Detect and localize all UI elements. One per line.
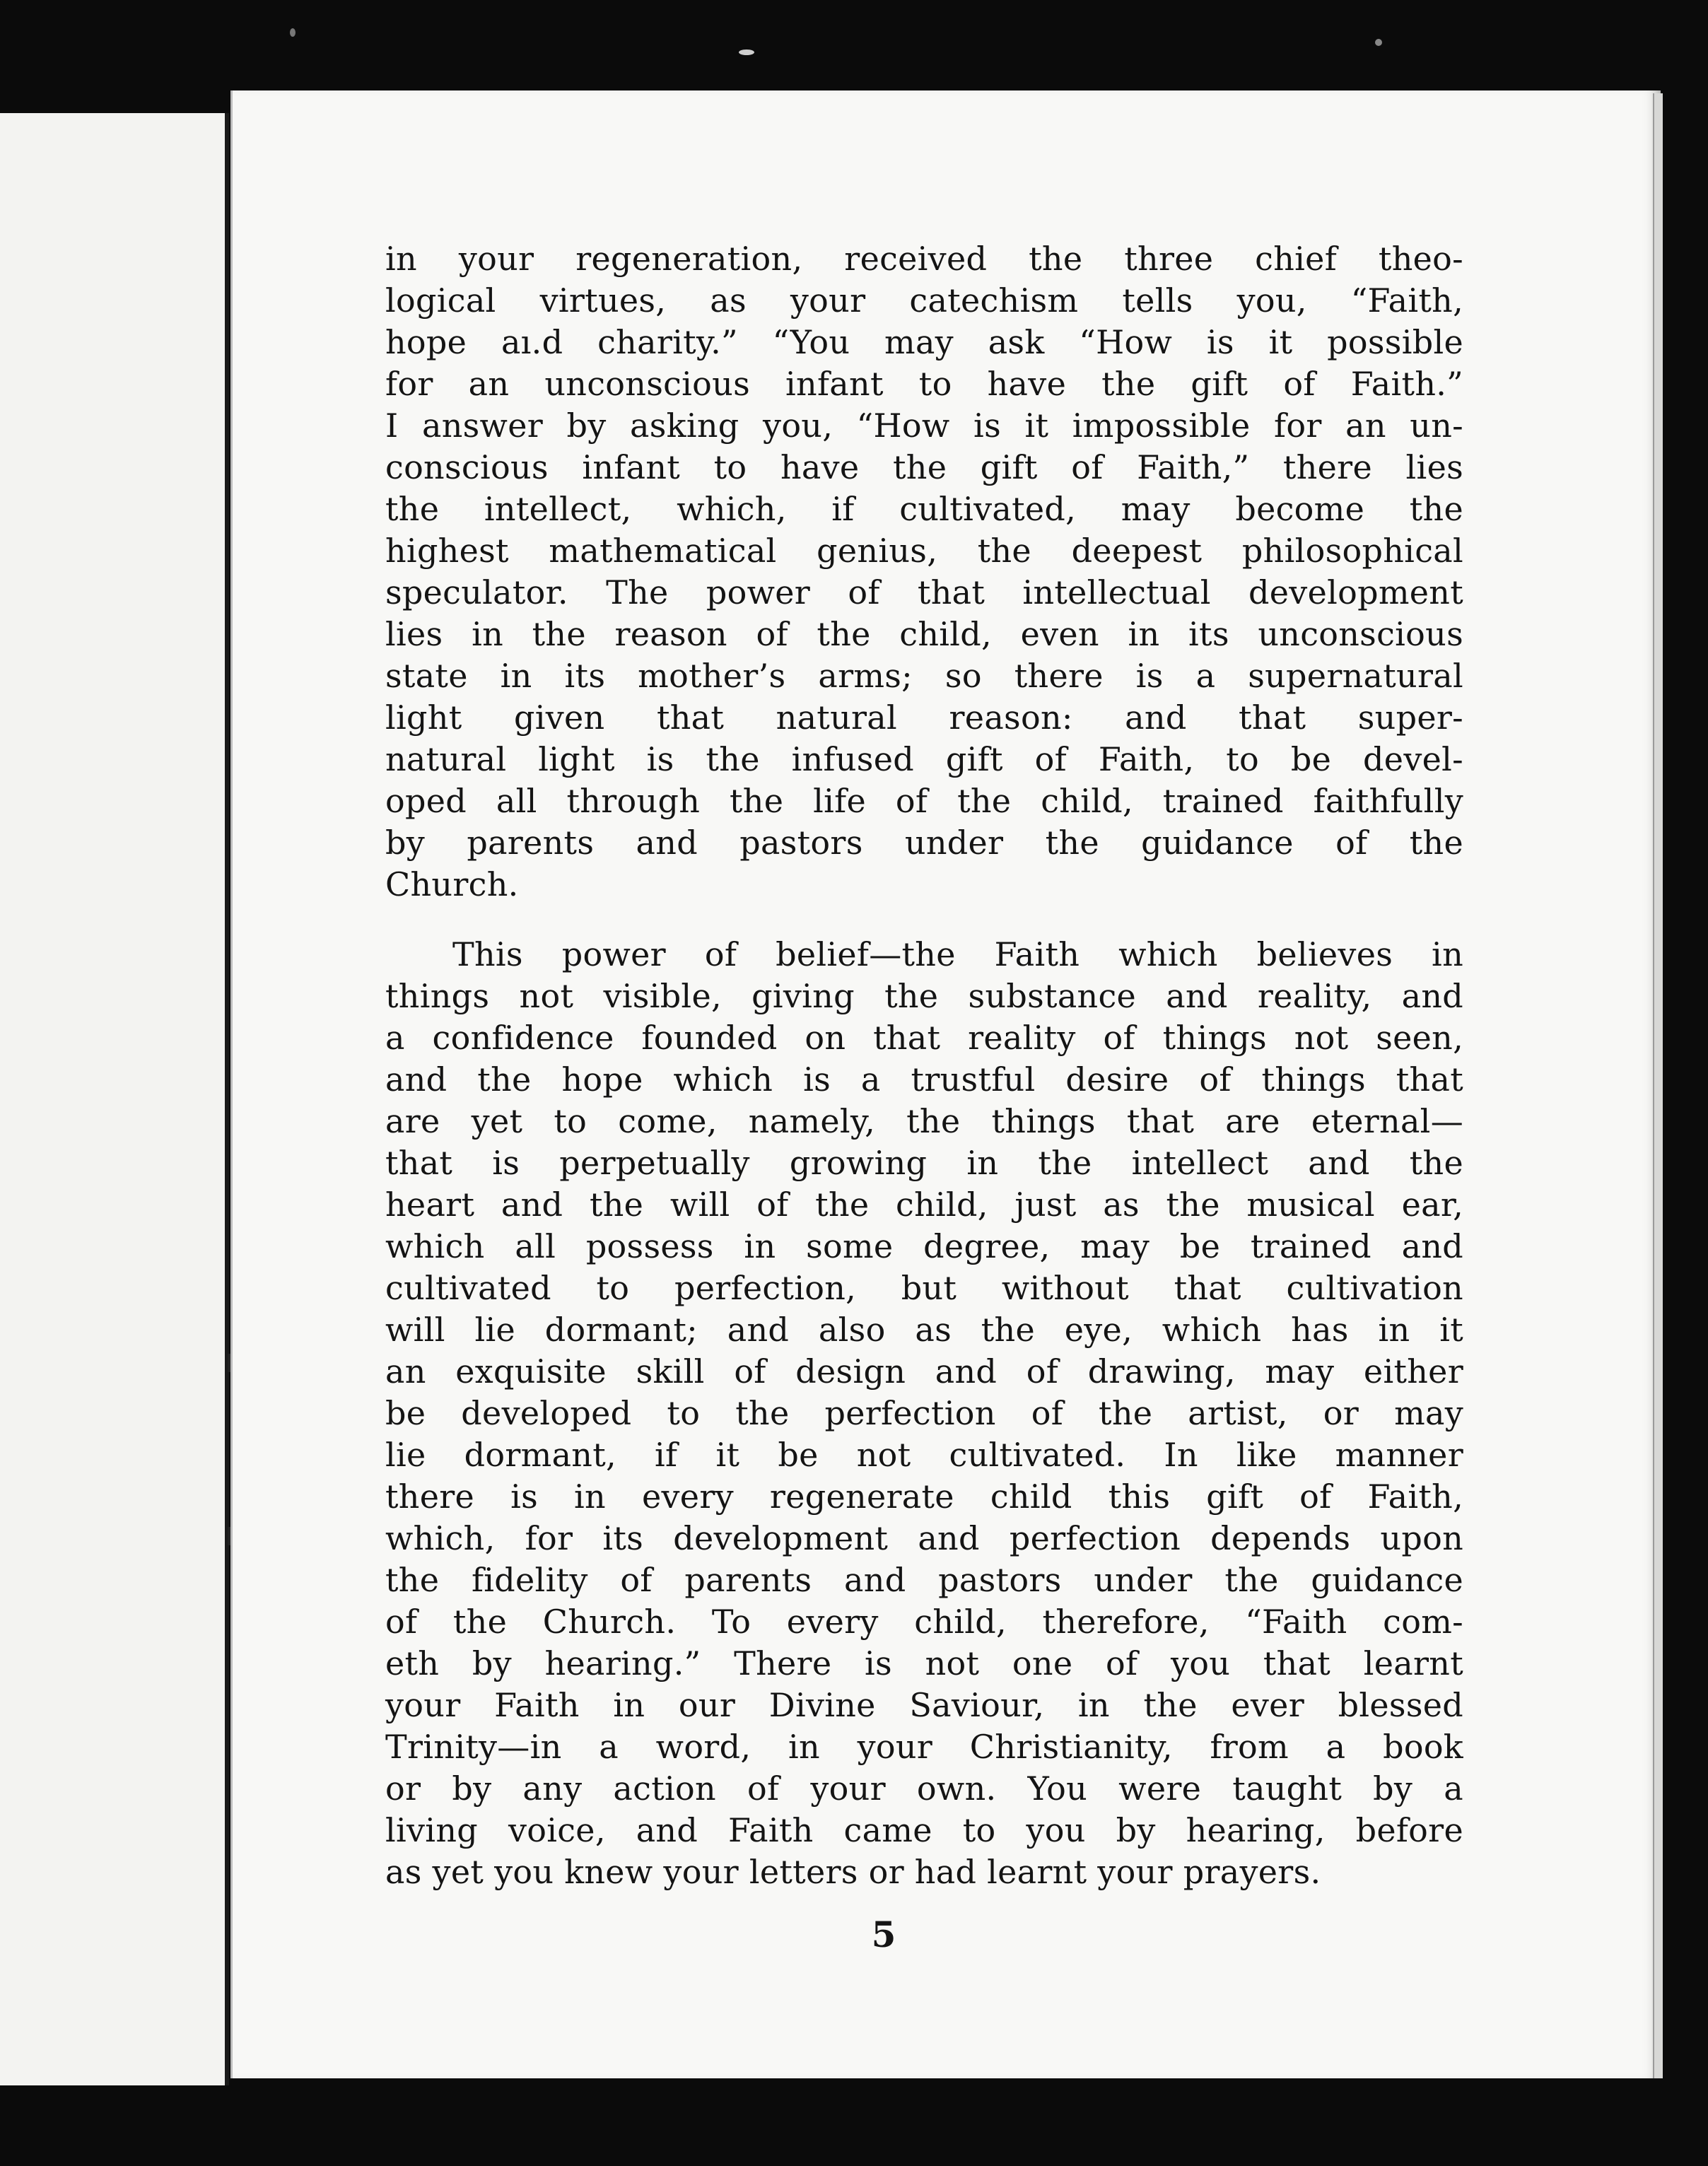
left-page-line <box>0 1769 89 1811</box>
left-page-line <box>0 1608 89 1649</box>
left-page-line <box>0 1567 89 1608</box>
text-line: for an unconscious infant to have the gift of Faith.” <box>385 365 1463 403</box>
text-line: or by any action of your own. You were taught by a <box>385 1769 1463 1808</box>
text-line: living voice, and Faith came to you by hearing, before <box>385 1811 1463 1849</box>
left-page-line <box>0 610 89 652</box>
text-line: natural light is the infused gift of Faith, to be devel- <box>385 740 1463 778</box>
text-line: conscious infant to have the gift of Faith,” there lies <box>385 448 1463 486</box>
text-line: that is perpetually growing in the intellect and the <box>385 1144 1463 1182</box>
left-page-line <box>0 1275 89 1317</box>
scan-speck <box>1375 39 1382 46</box>
left-page-line <box>0 1359 89 1400</box>
page-body-text <box>385 238 1463 1893</box>
text-line: by parents and pastors under the guidance of the <box>385 824 1463 862</box>
left-page-line <box>0 1400 89 1441</box>
text-line: This power of belief—the Faith which believes in <box>452 935 1463 973</box>
text-line: cultivated to perfection, but without that cultivation <box>385 1269 1463 1307</box>
text-line: logical virtues, as your catechism tells you, “Faith, <box>385 281 1463 320</box>
text-line: state in its mother’s arms; so there is a supernatural <box>385 657 1463 695</box>
text-line: and the hope which is a trustful desire of things that <box>385 1060 1463 1099</box>
text-line: hope aı.d charity.” “You may ask “How is it possible <box>385 323 1463 361</box>
page-edge <box>1653 93 1663 2078</box>
paragraph-2 <box>385 934 1463 1893</box>
text-line: lie dormant, if it be not cultivated. In like manner <box>385 1436 1463 1474</box>
text-line: eth by hearing.” There is not one of you that learnt <box>385 1644 1463 1682</box>
text-line: highest mathematical genius, the deepest philosophical <box>385 532 1463 570</box>
text-line: I answer by asking you, “How is it impossible for an un- <box>385 406 1463 445</box>
left-page-line <box>0 735 89 777</box>
left-page-line <box>0 1151 89 1193</box>
left-page-line <box>0 1733 89 1769</box>
left-page-line <box>0 1810 89 1852</box>
left-page-line <box>0 1441 89 1483</box>
left-page-line <box>0 1234 89 1275</box>
left-page-text <box>0 199 89 1852</box>
text-line: in your regeneration, received the three chief theo- <box>385 240 1463 278</box>
text-line: as yet you knew your letters or had learnt your prayers. <box>385 1853 1321 1891</box>
left-page-line <box>0 1691 89 1733</box>
left-page-line <box>0 365 89 407</box>
scan-speck <box>290 28 296 37</box>
left-page-line <box>0 283 89 324</box>
text-line: there is in every regenerate child this gift of Faith, <box>385 1477 1463 1516</box>
left-page-line <box>0 199 89 241</box>
left-page-line <box>0 1192 89 1234</box>
text-line: of the Church. To every child, therefore, “Faith com- <box>385 1603 1463 1641</box>
left-page-line <box>0 652 89 693</box>
left-page-line <box>0 1649 89 1691</box>
left-page-line <box>0 818 89 860</box>
left-page-line <box>0 1317 89 1359</box>
text-line: which all possess in some degree, may be trained and <box>385 1227 1463 1265</box>
text-line: heart and the will of the child, just as the musical ear, <box>385 1186 1463 1224</box>
paragraph-1 <box>385 238 1463 906</box>
text-line: your Faith in our Divine Saviour, in the ever blessed <box>385 1686 1463 1724</box>
left-page-line <box>0 407 89 449</box>
left-page-line <box>0 693 89 735</box>
text-line: lies in the reason of the child, even in its unconscious <box>385 615 1463 653</box>
text-line: the fidelity of parents and pastors under the guidance <box>385 1561 1463 1599</box>
left-page-line <box>0 1109 89 1151</box>
left-page-line <box>0 241 89 283</box>
text-line: an exquisite skill of design and of drawing, may either <box>385 1352 1463 1391</box>
page-number: 5 <box>871 1914 896 1955</box>
text-line: which, for its development and perfection depends upon <box>385 1519 1463 1557</box>
left-page-line <box>0 901 89 943</box>
text-line: things not visible, giving the substance and reality, and <box>385 977 1463 1015</box>
left-page-line <box>0 491 89 532</box>
text-line: will lie dormant; and also as the eye, which has in it <box>385 1311 1463 1349</box>
left-facing-page <box>0 113 229 2085</box>
text-line: a confidence founded on that reality of things not seen, <box>385 1019 1463 1057</box>
left-page-line <box>0 776 89 818</box>
text-line: are yet to come, namely, the things that are eternal— <box>385 1102 1463 1140</box>
text-line: Church. <box>385 865 519 903</box>
left-page-line <box>0 324 89 365</box>
text-line: the intellect, which, if cultivated, may become the <box>385 490 1463 528</box>
left-page-line <box>0 943 89 985</box>
text-line: speculator. The power of that intellectual development <box>385 573 1463 611</box>
left-page-line <box>0 1067 89 1109</box>
left-page-line <box>0 984 89 1026</box>
left-page-line <box>0 1483 89 1525</box>
left-page-line <box>0 532 89 568</box>
left-page-line <box>0 568 89 610</box>
left-page-line <box>0 860 89 901</box>
left-page-line <box>0 449 89 491</box>
text-line: Trinity—in a word, in your Christianity, from a book <box>385 1728 1463 1766</box>
text-line: light given that natural reason: and that super- <box>385 698 1463 737</box>
text-line: oped all through the life of the child, trained faithfully <box>385 782 1463 820</box>
left-page-line <box>0 1026 89 1067</box>
scan-speck <box>739 49 754 55</box>
left-page-line <box>0 1525 89 1567</box>
text-line: be developed to the perfection of the artist, or may <box>385 1394 1463 1432</box>
